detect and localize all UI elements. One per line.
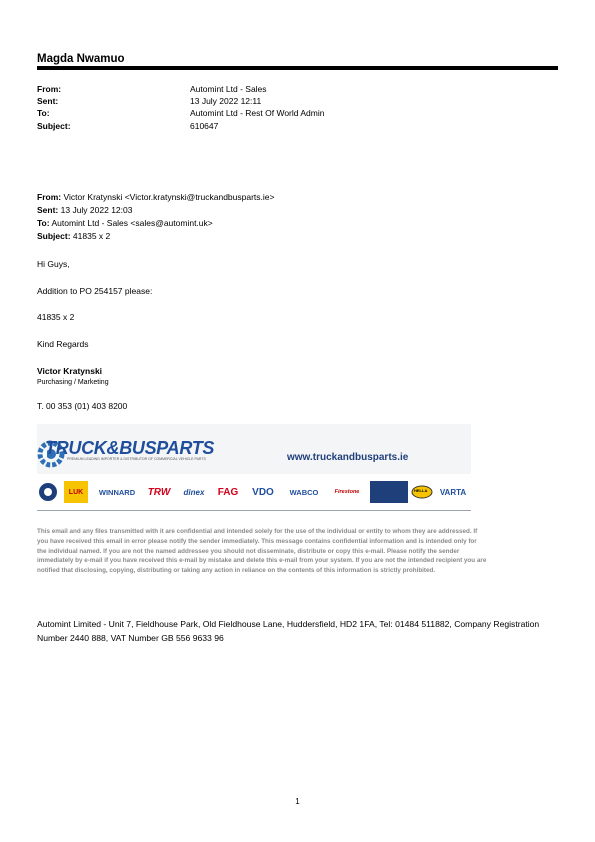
header-divider <box>37 66 558 70</box>
brand-fag: FAG <box>217 486 239 498</box>
brand-vdo: VDO <box>252 486 274 498</box>
brand-luk: LUK <box>64 481 88 503</box>
to-label: To: <box>37 108 50 118</box>
closing: Kind Regards <box>37 339 89 349</box>
forwarded-sent: Sent: 13 July 2022 12:03 <box>37 205 133 215</box>
brand-mark-roundel <box>37 481 59 503</box>
company-footer: Automint Limited - Unit 7, Fieldhouse Park, Old Fieldhouse Lane, Huddersfield, HD2 1FA, Tel: 01484 511882, Company Registration Number 2440 888, VAT Number GB 556 9633 96 <box>37 619 540 643</box>
email-disclaimer: This email and any files transmitted with it are confidential and intended solely for the use of the individual or entity to whom they are addressed. If you have received this email in error please notify the sender immediately. This message contains confidential information and is intended only for the individual named. If you are not the named addressee you should not disseminate, distribute or copy this e-mail. Please notify the sender immediately by e-mail if you have received this e-mail by mistake and delete this e-mail from your system. If you are not the intended recipient you are notified that disclosing, copying, distributing or taking any action in reliance on the contents of this information is strictly prohibited. <box>37 528 487 575</box>
website-link[interactable]: www.truckandbusparts.ie <box>287 452 409 463</box>
brand-wabco: WABCO <box>289 487 319 497</box>
to-value: Automint Ltd - Rest Of World Admin <box>190 108 325 118</box>
truck-bus-parts-logo: TRUCK&BUSPARTS <box>45 438 215 458</box>
signature-phone: T. 00 353 (01) 403 8200 <box>37 401 128 411</box>
signature-role: Purchasing / Marketing <box>37 379 109 386</box>
hella-label: HELLA <box>414 488 428 493</box>
forwarded-to: To: Automint Ltd - Sales <sales@automint.uk> <box>37 218 213 228</box>
subject-label: Subject: <box>37 121 71 131</box>
mailbox-owner-name: Magda Nwamuo <box>37 53 125 65</box>
brand-firestone: Firestone <box>334 489 360 495</box>
greeting: Hi Guys, <box>37 259 70 269</box>
company-banner <box>37 424 471 511</box>
sent-value: 13 July 2022 12:11 <box>190 96 262 106</box>
brand-trw: TRW <box>147 486 171 498</box>
brand-dinex: dinex <box>183 487 205 497</box>
logo-tagline: PREMIUM LEADING IMPORTER & DISTRIBUTOR OF COMMERCIAL VEHICLE PARTS <box>67 457 206 461</box>
brand-varta: VARTA <box>439 487 467 497</box>
forwarded-from: From: Victor Kratynski <Victor.kratynski@truckandbusparts.ie> <box>37 192 275 202</box>
brand-blue-badge <box>370 481 408 503</box>
brand-hella <box>411 481 433 503</box>
forwarded-subject: Subject: 41835 x 2 <box>37 231 111 241</box>
page-number: 1 <box>295 797 300 806</box>
brand-winnard: WINNARD <box>98 487 136 497</box>
signature-name: Victor Kratynski <box>37 366 103 376</box>
body-line-addition: Addition to PO 254157 please: <box>37 286 153 296</box>
from-label: From: <box>37 84 62 94</box>
sent-label: Sent: <box>37 96 59 106</box>
from-value: Automint Ltd - Sales <box>190 84 267 94</box>
subject-value: 610647 <box>190 121 219 131</box>
body-line-quantity: 41835 x 2 <box>37 312 75 322</box>
